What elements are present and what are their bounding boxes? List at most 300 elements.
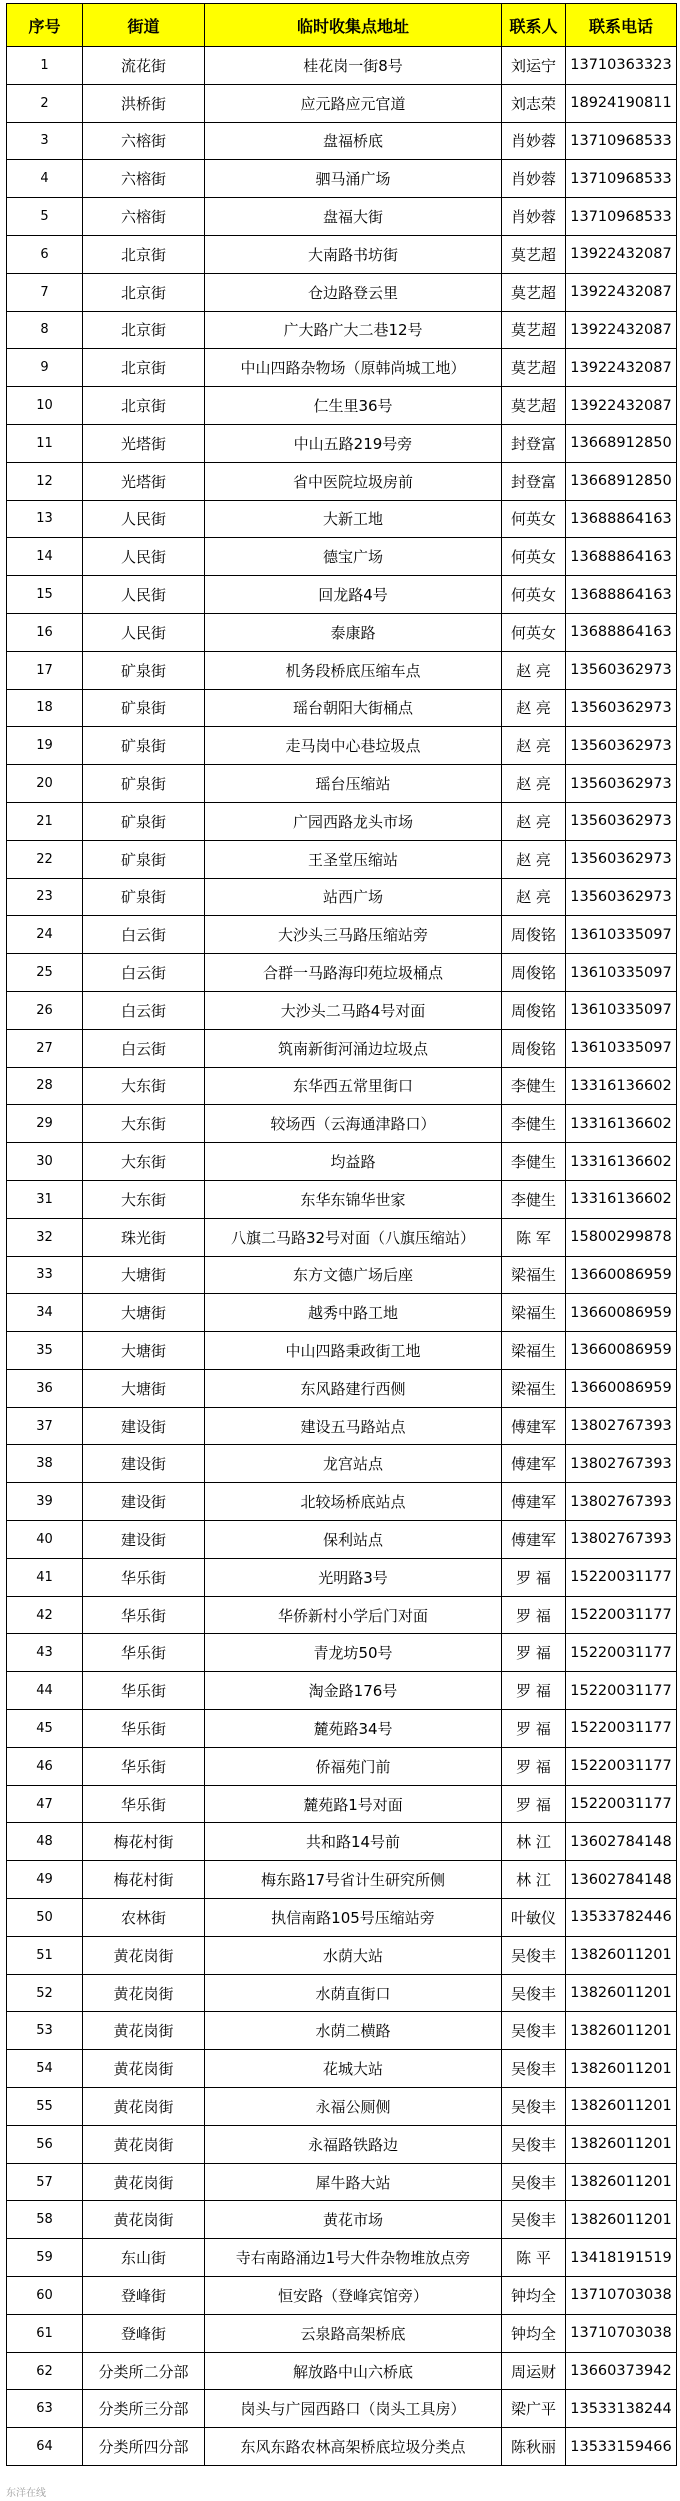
phone-cell: 13533159466 [566,2428,677,2466]
phone-cell: 13660086959 [566,1332,677,1370]
row-index: 46 [7,1747,83,1785]
phone-cell: 13922432087 [566,311,677,349]
row-index: 52 [7,1974,83,2012]
street-cell: 华乐街 [83,1672,205,1710]
street-cell: 梅花村街 [83,1861,205,1899]
phone-cell: 13826011201 [566,2201,677,2239]
table-row [7,576,677,614]
table-row [7,235,677,273]
contact-cell: 罗 福 [502,1634,566,1672]
street-cell: 分类所三分部 [83,2390,205,2428]
contact-cell: 莫艺超 [502,311,566,349]
table-row [7,1634,677,1672]
address-cell: 越秀中路工地 [205,1294,502,1332]
table-row [7,1369,677,1407]
address-cell: 寺右南路涌边1号大件杂物堆放点旁 [205,2239,502,2277]
row-index: 51 [7,1936,83,1974]
contact-cell: 陈 平 [502,2239,566,2277]
street-cell: 黄花岗街 [83,2163,205,2201]
street-cell: 分类所四分部 [83,2428,205,2466]
contact-cell: 莫艺超 [502,387,566,425]
address-cell: 省中医院垃圾房前 [205,462,502,500]
address-cell: 水荫二横路 [205,2012,502,2050]
phone-cell: 13560362973 [566,689,677,727]
row-index: 44 [7,1672,83,1710]
phone-cell: 13418191519 [566,2239,677,2277]
contact-cell: 林 江 [502,1823,566,1861]
street-cell: 矿泉街 [83,840,205,878]
row-index: 57 [7,2163,83,2201]
street-cell: 建设街 [83,1445,205,1483]
address-cell: 大沙头二马路4号对面 [205,991,502,1029]
contact-cell: 梁福生 [502,1294,566,1332]
table-row [7,1710,677,1748]
contact-cell: 傅建军 [502,1445,566,1483]
address-cell: 仁生里36号 [205,387,502,425]
phone-cell: 13660086959 [566,1369,677,1407]
row-index: 26 [7,991,83,1029]
phone-cell: 15220031177 [566,1672,677,1710]
address-cell: 麓苑路34号 [205,1710,502,1748]
contact-cell: 何英女 [502,538,566,576]
table-row [7,727,677,765]
street-cell: 六榕街 [83,122,205,160]
address-cell: 合群一马路海印苑垃圾桶点 [205,954,502,992]
contact-cell: 吴俊丰 [502,2088,566,2126]
phone-cell: 13316136602 [566,1180,677,1218]
street-cell: 人民街 [83,500,205,538]
contact-cell: 莫艺超 [502,235,566,273]
address-cell: 北较场桥底站点 [205,1483,502,1521]
phone-cell: 13610335097 [566,991,677,1029]
contact-cell: 李健生 [502,1143,566,1181]
phone-cell: 13602784148 [566,1823,677,1861]
table-row [7,1067,677,1105]
address-cell: 黄花市场 [205,2201,502,2239]
contact-cell: 李健生 [502,1180,566,1218]
street-cell: 矿泉街 [83,802,205,840]
row-index: 38 [7,1445,83,1483]
row-index: 11 [7,424,83,462]
address-cell: 仓边路登云里 [205,273,502,311]
phone-cell: 13826011201 [566,2163,677,2201]
contact-cell: 梁福生 [502,1369,566,1407]
phone-cell: 13922432087 [566,273,677,311]
table-row [7,1180,677,1218]
row-index: 53 [7,2012,83,2050]
row-index: 3 [7,122,83,160]
table-body [7,47,677,2466]
address-cell: 均益路 [205,1143,502,1181]
row-index: 15 [7,576,83,614]
address-cell: 中山四路杂物场（原韩尚城工地） [205,349,502,387]
street-cell: 建设街 [83,1407,205,1445]
table-row [7,840,677,878]
phone-cell: 13668912850 [566,424,677,462]
table-row [7,1596,677,1634]
address-cell: 机务段桥底压缩车点 [205,651,502,689]
address-cell: 龙宫站点 [205,1445,502,1483]
contact-cell: 钟均全 [502,2277,566,2315]
address-cell: 驷马涌广场 [205,160,502,198]
contact-cell: 钟均全 [502,2314,566,2352]
row-index: 7 [7,273,83,311]
address-cell: 岗头与广园西路口（岗头工具房） [205,2390,502,2428]
row-index: 34 [7,1294,83,1332]
row-index: 48 [7,1823,83,1861]
street-cell: 华乐街 [83,1785,205,1823]
table-row [7,1332,677,1370]
address-cell: 盘福大街 [205,198,502,236]
contact-cell: 叶敏仪 [502,1899,566,1937]
address-cell: 梅东路17号省计生研究所侧 [205,1861,502,1899]
row-index: 1 [7,47,83,85]
street-cell: 人民街 [83,613,205,651]
table-row [7,651,677,689]
row-index: 18 [7,689,83,727]
table-row [7,1747,677,1785]
address-cell: 麓苑路1号对面 [205,1785,502,1823]
contact-cell: 刘运宁 [502,47,566,85]
contact-cell: 周俊铭 [502,1029,566,1067]
row-index: 19 [7,727,83,765]
contact-cell: 梁广平 [502,2390,566,2428]
phone-cell: 13826011201 [566,2088,677,2126]
table-row [7,2352,677,2390]
contact-cell: 罗 福 [502,1710,566,1748]
table-row [7,1861,677,1899]
address-cell: 王圣堂压缩站 [205,840,502,878]
street-cell: 人民街 [83,576,205,614]
contact-cell: 李健生 [502,1105,566,1143]
address-cell: 犀牛路大站 [205,2163,502,2201]
table-row [7,387,677,425]
collection-points-table [6,3,677,2466]
street-cell: 矿泉街 [83,878,205,916]
row-index: 41 [7,1558,83,1596]
row-index: 49 [7,1861,83,1899]
row-index: 36 [7,1369,83,1407]
contact-cell: 吴俊丰 [502,2125,566,2163]
address-cell: 东风东路农林高架桥底垃圾分类点 [205,2428,502,2466]
table-row [7,462,677,500]
street-cell: 矿泉街 [83,651,205,689]
address-cell: 大南路书坊街 [205,235,502,273]
row-index: 61 [7,2314,83,2352]
address-cell: 水荫大站 [205,1936,502,1974]
street-cell: 黄花岗街 [83,2201,205,2239]
street-cell: 白云街 [83,916,205,954]
address-cell: 水荫直街口 [205,1974,502,2012]
contact-cell: 周俊铭 [502,991,566,1029]
table-row [7,47,677,85]
header-address: 临时收集点地址 [205,4,502,47]
table-row [7,1218,677,1256]
contact-cell: 赵 亮 [502,878,566,916]
street-cell: 梅花村街 [83,1823,205,1861]
street-cell: 光塔街 [83,462,205,500]
phone-cell: 13602784148 [566,1861,677,1899]
contact-cell: 傅建军 [502,1521,566,1559]
address-cell: 走马岗中心巷垃圾点 [205,727,502,765]
phone-cell: 15220031177 [566,1558,677,1596]
table-row [7,1521,677,1559]
table-row [7,84,677,122]
table-row [7,1143,677,1181]
row-index: 58 [7,2201,83,2239]
address-cell: 泰康路 [205,613,502,651]
contact-cell: 吴俊丰 [502,2050,566,2088]
contact-cell: 赵 亮 [502,765,566,803]
row-index: 63 [7,2390,83,2428]
address-cell: 盘福桥底 [205,122,502,160]
contact-cell: 梁福生 [502,1332,566,1370]
contact-cell: 吴俊丰 [502,1936,566,1974]
contact-cell: 傅建军 [502,1407,566,1445]
street-cell: 六榕街 [83,160,205,198]
contact-cell: 何英女 [502,576,566,614]
address-cell: 中山四路秉政街工地 [205,1332,502,1370]
table-row [7,1785,677,1823]
table-row [7,1899,677,1937]
contact-cell: 肖妙蓉 [502,122,566,160]
phone-cell: 13610335097 [566,916,677,954]
phone-cell: 13560362973 [566,802,677,840]
contact-cell: 封登富 [502,462,566,500]
table-row [7,802,677,840]
phone-cell: 13533782446 [566,1899,677,1937]
street-cell: 大塘街 [83,1369,205,1407]
street-cell: 流花街 [83,47,205,85]
street-cell: 黄花岗街 [83,2012,205,2050]
table-row [7,2201,677,2239]
table-row [7,349,677,387]
row-index: 55 [7,2088,83,2126]
street-cell: 珠光街 [83,1218,205,1256]
phone-cell: 13802767393 [566,1407,677,1445]
phone-cell: 13826011201 [566,2012,677,2050]
table-row [7,1936,677,1974]
row-index: 47 [7,1785,83,1823]
contact-cell: 陈秋丽 [502,2428,566,2466]
phone-cell: 18924190811 [566,84,677,122]
table-row [7,1672,677,1710]
row-index: 35 [7,1332,83,1370]
table-row [7,1445,677,1483]
street-cell: 矿泉街 [83,765,205,803]
table-row [7,198,677,236]
street-cell: 北京街 [83,273,205,311]
header-phone: 联系电话 [566,4,677,47]
contact-cell: 赵 亮 [502,689,566,727]
phone-cell: 13688864163 [566,613,677,651]
table-row [7,954,677,992]
phone-cell: 13922432087 [566,235,677,273]
address-cell: 应元路应元官道 [205,84,502,122]
phone-cell: 13710703038 [566,2314,677,2352]
row-index: 13 [7,500,83,538]
table-row [7,878,677,916]
address-cell: 广园西路龙头市场 [205,802,502,840]
row-index: 64 [7,2428,83,2466]
contact-cell: 罗 福 [502,1596,566,1634]
address-cell: 恒安路（登峰宾馆旁） [205,2277,502,2315]
phone-cell: 13826011201 [566,1974,677,2012]
phone-cell: 13826011201 [566,2125,677,2163]
phone-cell: 13660373942 [566,2352,677,2390]
table-row [7,424,677,462]
street-cell: 登峰街 [83,2314,205,2352]
address-cell: 淘金路176号 [205,1672,502,1710]
address-cell: 东华东锦华世家 [205,1180,502,1218]
row-index: 54 [7,2050,83,2088]
row-index: 43 [7,1634,83,1672]
street-cell: 分类所二分部 [83,2352,205,2390]
collection-points-sheet [6,3,677,2466]
table-row [7,2125,677,2163]
address-cell: 保利站点 [205,1521,502,1559]
phone-cell: 13660086959 [566,1294,677,1332]
phone-cell: 13660086959 [566,1256,677,1294]
phone-cell: 13710703038 [566,2277,677,2315]
header-street: 街道 [83,4,205,47]
table-row [7,2390,677,2428]
contact-cell: 罗 福 [502,1558,566,1596]
phone-cell: 13316136602 [566,1067,677,1105]
phone-cell: 13826011201 [566,1936,677,1974]
contact-cell: 何英女 [502,500,566,538]
phone-cell: 13710363323 [566,47,677,85]
address-cell: 光明路3号 [205,1558,502,1596]
table-row [7,538,677,576]
street-cell: 大东街 [83,1143,205,1181]
row-index: 14 [7,538,83,576]
table-row [7,1294,677,1332]
contact-cell: 赵 亮 [502,840,566,878]
table-row [7,613,677,651]
table-row [7,1558,677,1596]
row-index: 5 [7,198,83,236]
contact-cell: 周俊铭 [502,954,566,992]
street-cell: 白云街 [83,954,205,992]
phone-cell: 13802767393 [566,1445,677,1483]
address-cell: 瑶台压缩站 [205,765,502,803]
address-cell: 大新工地 [205,500,502,538]
row-index: 6 [7,235,83,273]
row-index: 29 [7,1105,83,1143]
contact-cell: 吴俊丰 [502,1974,566,2012]
row-index: 32 [7,1218,83,1256]
address-cell: 东风路建行西侧 [205,1369,502,1407]
contact-cell: 赵 亮 [502,651,566,689]
address-cell: 华侨新村小学后门对面 [205,1596,502,1634]
phone-cell: 13560362973 [566,651,677,689]
address-cell: 瑶台朝阳大街桶点 [205,689,502,727]
table-row [7,1407,677,1445]
row-index: 33 [7,1256,83,1294]
row-index: 17 [7,651,83,689]
contact-cell: 吴俊丰 [502,2201,566,2239]
address-cell: 花城大站 [205,2050,502,2088]
street-cell: 白云街 [83,991,205,1029]
table-row [7,1105,677,1143]
street-cell: 矿泉街 [83,727,205,765]
phone-cell: 15220031177 [566,1596,677,1634]
address-cell: 桂花岗一街8号 [205,47,502,85]
table-row [7,1823,677,1861]
header-row [7,4,677,47]
contact-cell: 赵 亮 [502,727,566,765]
street-cell: 华乐街 [83,1558,205,1596]
phone-cell: 13710968533 [566,198,677,236]
street-cell: 大塘街 [83,1294,205,1332]
phone-cell: 13533138244 [566,2390,677,2428]
address-cell: 永福公厕侧 [205,2088,502,2126]
row-index: 56 [7,2125,83,2163]
row-index: 31 [7,1180,83,1218]
row-index: 27 [7,1029,83,1067]
contact-cell: 赵 亮 [502,802,566,840]
phone-cell: 13710968533 [566,122,677,160]
header-index: 序号 [7,4,83,47]
contact-cell: 封登富 [502,424,566,462]
contact-cell: 肖妙蓉 [502,198,566,236]
address-cell: 东华西五常里街口 [205,1067,502,1105]
row-index: 60 [7,2277,83,2315]
street-cell: 东山街 [83,2239,205,2277]
address-cell: 较场西（云海通津路口） [205,1105,502,1143]
address-cell: 永福路铁路边 [205,2125,502,2163]
contact-cell: 莫艺超 [502,349,566,387]
street-cell: 农林街 [83,1899,205,1937]
phone-cell: 13610335097 [566,1029,677,1067]
row-index: 50 [7,1899,83,1937]
phone-cell: 15220031177 [566,1785,677,1823]
address-cell: 八旗二马路32号对面（八旗压缩站） [205,1218,502,1256]
contact-cell: 吴俊丰 [502,2012,566,2050]
address-cell: 共和路14号前 [205,1823,502,1861]
row-index: 40 [7,1521,83,1559]
phone-cell: 13560362973 [566,840,677,878]
phone-cell: 13802767393 [566,1483,677,1521]
street-cell: 大东街 [83,1180,205,1218]
phone-cell: 13560362973 [566,878,677,916]
street-cell: 洪桥街 [83,84,205,122]
street-cell: 六榕街 [83,198,205,236]
row-index: 59 [7,2239,83,2277]
contact-cell: 罗 福 [502,1747,566,1785]
phone-cell: 13610335097 [566,954,677,992]
address-cell: 东方文德广场后座 [205,1256,502,1294]
address-cell: 解放路中山六桥底 [205,2352,502,2390]
table-row [7,311,677,349]
table-row [7,1483,677,1521]
contact-cell: 周运财 [502,2352,566,2390]
row-index: 8 [7,311,83,349]
street-cell: 大塘街 [83,1256,205,1294]
address-cell: 执信南路105号压缩站旁 [205,1899,502,1937]
address-cell: 德宝广场 [205,538,502,576]
street-cell: 华乐街 [83,1634,205,1672]
street-cell: 矿泉街 [83,689,205,727]
address-cell: 侨福苑门前 [205,1747,502,1785]
row-index: 21 [7,802,83,840]
street-cell: 建设街 [83,1483,205,1521]
contact-cell: 吴俊丰 [502,2163,566,2201]
table-row [7,160,677,198]
row-index: 30 [7,1143,83,1181]
street-cell: 黄花岗街 [83,2088,205,2126]
